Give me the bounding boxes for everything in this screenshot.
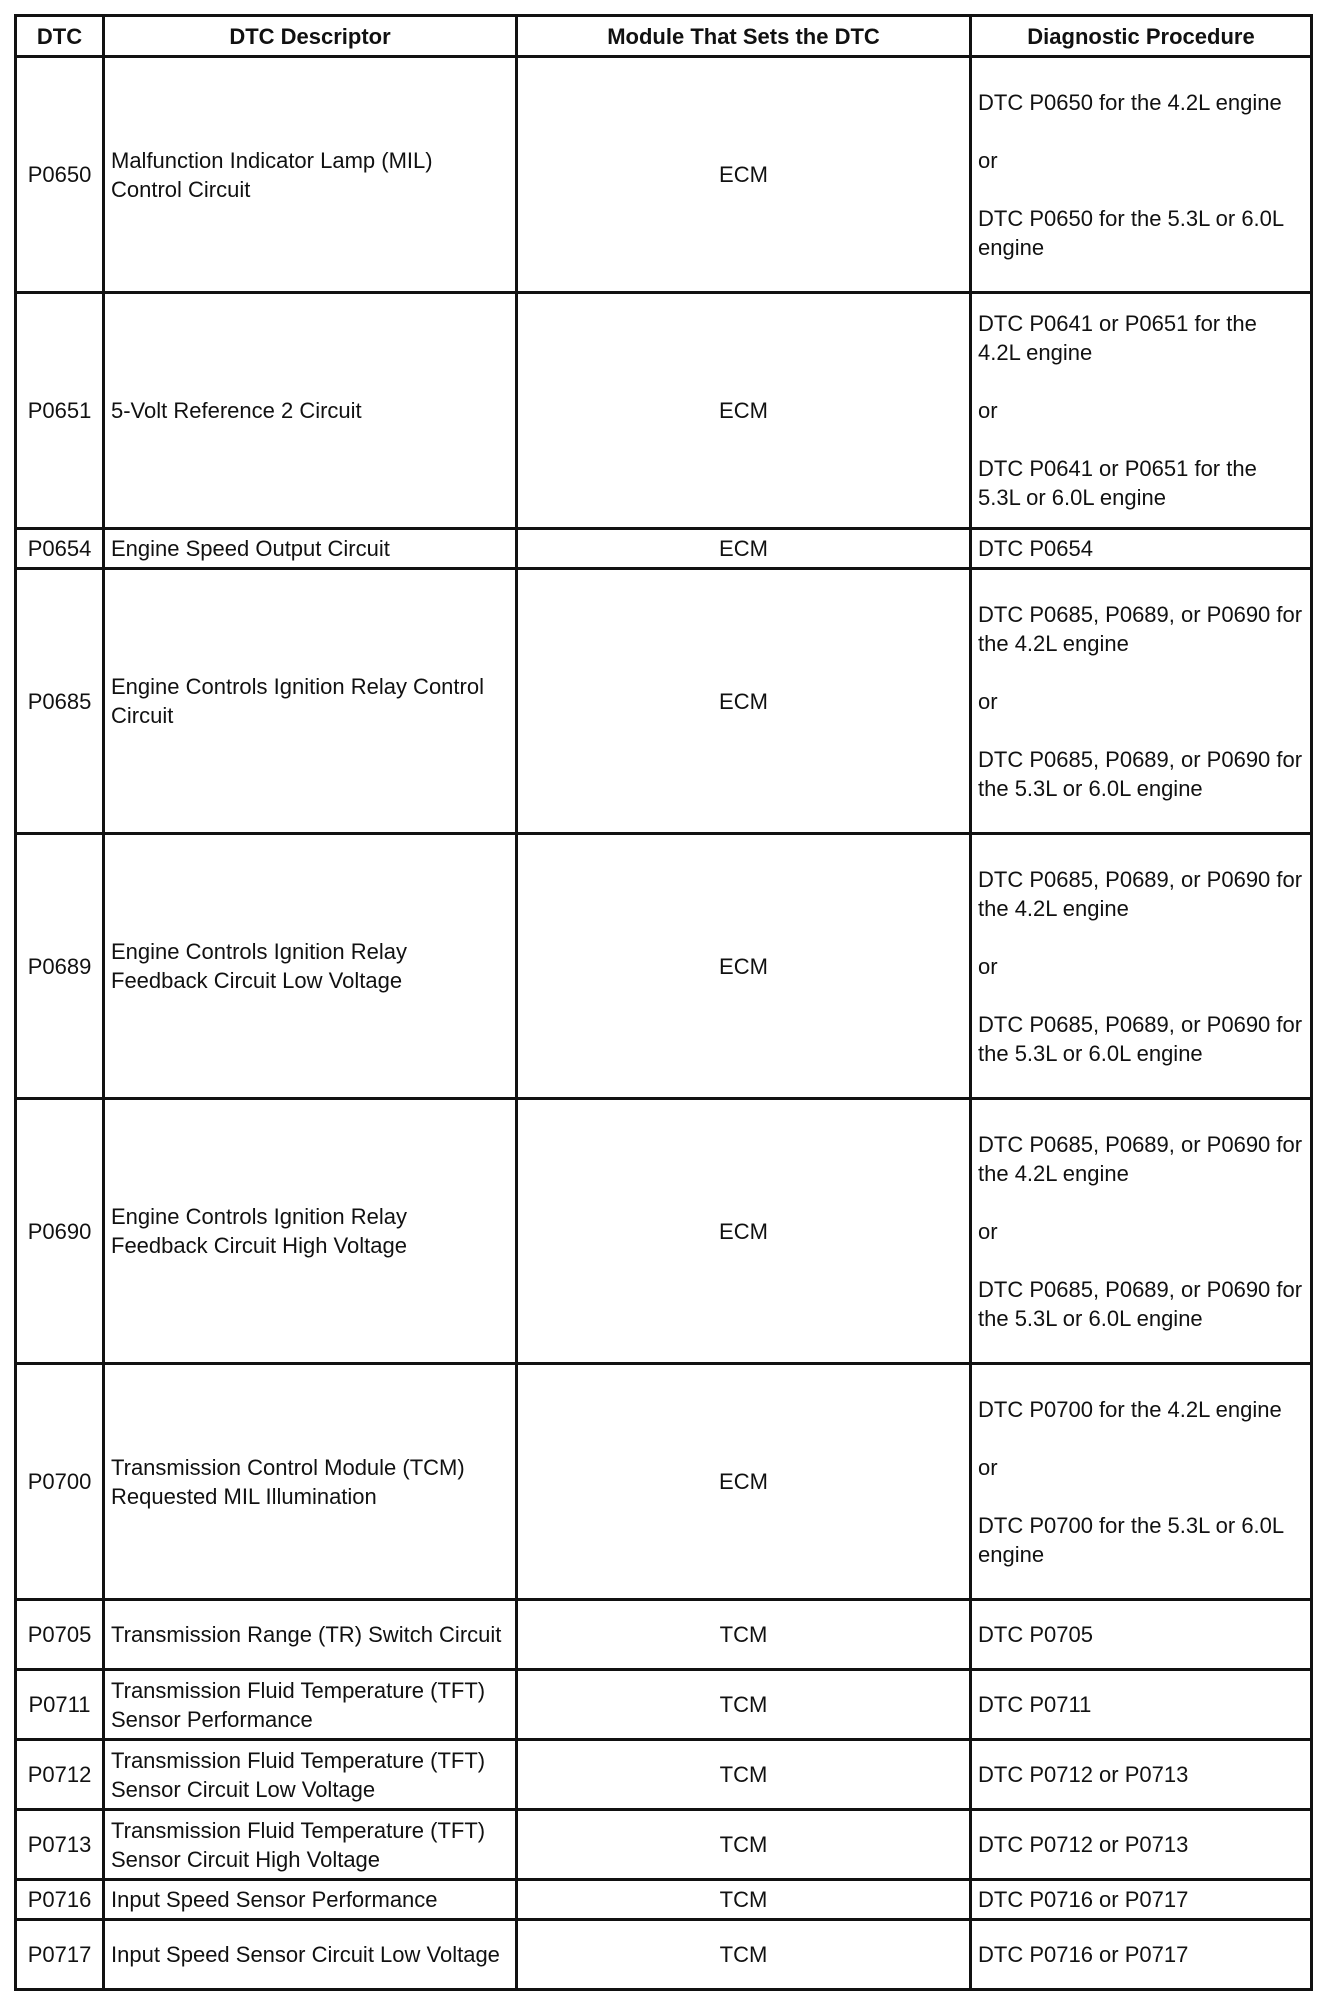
dtc-code: P0716 [16, 1880, 104, 1920]
diagnostic-procedure: DTC P0716 or P0717 [971, 1920, 1312, 1990]
module-name: ECM [517, 1364, 971, 1600]
dtc-descriptor: Malfunction Indicator Lamp (MIL) Control Circuit [104, 57, 517, 293]
procedure-option-b: DTC P0700 for the 5.3L or 6.0L engine [978, 1512, 1284, 1567]
diagnostic-procedure: DTC P0716 or P0717 [971, 1880, 1312, 1920]
header-dtc: DTC [16, 16, 104, 57]
procedure-option-b: DTC P0685, P0689, or P0690 for the 5.3L or 6.0L engine [978, 1011, 1303, 1066]
table-row [16, 529, 1312, 569]
header-module: Module That Sets the DTC [517, 16, 971, 57]
procedure-or: or [978, 147, 998, 173]
module-name: TCM [517, 1810, 971, 1880]
module-name: TCM [517, 1880, 971, 1920]
dtc-descriptor: 5-Volt Reference 2 Circuit [104, 293, 517, 529]
procedure-or: or [978, 688, 998, 714]
diagnostic-procedure: DTC P0705 [971, 1600, 1312, 1670]
dtc-descriptor: Transmission Fluid Temperature (TFT) Sensor Circuit High Voltage [104, 1810, 517, 1880]
module-name: ECM [517, 57, 971, 293]
diagnostic-procedure [971, 293, 1312, 529]
procedure-option-a: DTC P0641 or P0651 for the 4.2L engine [978, 311, 1257, 365]
dtc-descriptor: Transmission Fluid Temperature (TFT) Sensor Circuit Low Voltage [104, 1740, 517, 1810]
diagnostic-procedure: DTC P0711 [971, 1670, 1312, 1740]
table-row [16, 569, 1312, 834]
procedure-or: or [978, 398, 998, 423]
procedure-option-b: DTC P0685, P0689, or P0690 for the 5.3L or 6.0L engine [978, 1276, 1303, 1331]
dtc-descriptor: Engine Speed Output Circuit [104, 529, 517, 569]
dtc-descriptor: Transmission Fluid Temperature (TFT) Sensor Performance [104, 1670, 517, 1740]
procedure-option-b: DTC P0650 for the 5.3L or 6.0L engine [978, 205, 1284, 260]
dtc-table [14, 14, 1313, 1991]
dtc-code: P0705 [16, 1600, 104, 1670]
dtc-code: P0713 [16, 1810, 104, 1880]
dtc-descriptor: Input Speed Sensor Circuit Low Voltage [104, 1920, 517, 1990]
dtc-code: P0711 [16, 1670, 104, 1740]
diagnostic-procedure [971, 834, 1312, 1099]
diagnostic-procedure [971, 57, 1312, 293]
dtc-code: P0712 [16, 1740, 104, 1810]
header-descriptor: DTC Descriptor [104, 16, 517, 57]
diagnostic-procedure [971, 1364, 1312, 1600]
procedure-option-a: DTC P0685, P0689, or P0690 for the 4.2L engine [978, 1131, 1303, 1186]
procedure-option-a: DTC P0650 for the 4.2L engine [978, 89, 1282, 115]
dtc-descriptor: Engine Controls Ignition Relay Feedback Circuit High Voltage [104, 1099, 517, 1364]
module-name: TCM [517, 1670, 971, 1740]
diagnostic-procedure [971, 1099, 1312, 1364]
module-name: ECM [517, 293, 971, 529]
table-row [16, 1099, 1312, 1364]
module-name: TCM [517, 1600, 971, 1670]
header-procedure: Diagnostic Procedure [971, 16, 1312, 57]
dtc-descriptor: Transmission Range (TR) Switch Circuit [104, 1600, 517, 1670]
module-name: TCM [517, 1920, 971, 1990]
dtc-code: P0700 [16, 1364, 104, 1600]
table-row [16, 1880, 1312, 1920]
module-name: ECM [517, 834, 971, 1099]
procedure-or: or [978, 1454, 998, 1480]
module-name: TCM [517, 1740, 971, 1810]
diagnostic-procedure: DTC P0712 or P0713 [971, 1740, 1312, 1810]
diagnostic-procedure [971, 569, 1312, 834]
procedure-option-a: DTC P0685, P0689, or P0690 for the 4.2L engine [978, 601, 1303, 656]
dtc-code: P0654 [16, 529, 104, 569]
dtc-code: P0650 [16, 57, 104, 293]
dtc-code: P0689 [16, 834, 104, 1099]
module-name: ECM [517, 569, 971, 834]
procedure-option-b: DTC P0685, P0689, or P0690 for the 5.3L or 6.0L engine [978, 746, 1303, 801]
module-name: ECM [517, 529, 971, 569]
table-row [16, 1920, 1312, 1990]
table-row [16, 57, 1312, 293]
procedure-option-a: DTC P0700 for the 4.2L engine [978, 1396, 1282, 1422]
procedure-or: or [978, 1218, 998, 1244]
dtc-descriptor: Input Speed Sensor Performance [104, 1880, 517, 1920]
diagnostic-procedure: DTC P0654 [971, 529, 1312, 569]
module-name: ECM [517, 1099, 971, 1364]
table-row [16, 293, 1312, 529]
procedure-option-b: DTC P0641 or P0651 for the 5.3L or 6.0L engine [978, 456, 1257, 510]
procedure-option-a: DTC P0685, P0689, or P0690 for the 4.2L engine [978, 866, 1303, 921]
table-row [16, 1740, 1312, 1810]
dtc-descriptor: Transmission Control Module (TCM) Requested MIL Illumination [104, 1364, 517, 1600]
dtc-code: P0717 [16, 1920, 104, 1990]
dtc-descriptor: Engine Controls Ignition Relay Control Circuit [104, 569, 517, 834]
diagnostic-procedure: DTC P0712 or P0713 [971, 1810, 1312, 1880]
table-row [16, 1810, 1312, 1880]
dtc-code: P0690 [16, 1099, 104, 1364]
table-row [16, 1670, 1312, 1740]
table-row [16, 1600, 1312, 1670]
table-row [16, 1364, 1312, 1600]
dtc-code: P0685 [16, 569, 104, 834]
table-row [16, 834, 1312, 1099]
dtc-code: P0651 [16, 293, 104, 529]
dtc-descriptor: Engine Controls Ignition Relay Feedback Circuit Low Voltage [104, 834, 517, 1099]
dtc-table-container [14, 14, 1310, 1991]
header-row [16, 16, 1312, 57]
procedure-or: or [978, 953, 998, 979]
